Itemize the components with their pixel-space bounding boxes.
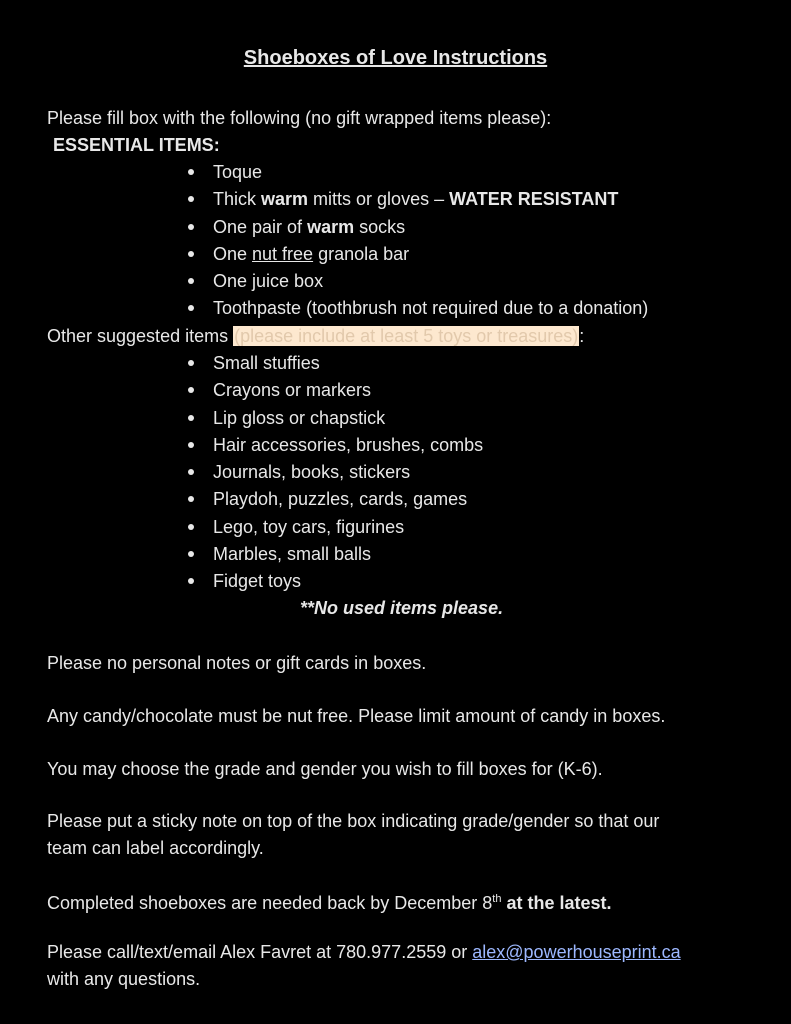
list-item: Toque: [186, 160, 648, 187]
list-item: One pair of warm socks: [186, 215, 648, 242]
list-item: Crayons or markers: [186, 378, 483, 405]
deadline-paragraph: Completed shoeboxes are needed back by December 8th at the latest.: [47, 893, 612, 913]
page-title: Shoeboxes of Love Instructions: [243, 47, 548, 69]
list-item: Fidget toys: [186, 569, 483, 596]
grade-paragraph: You may choose the grade and gender you wish to fill boxes for (K-6).: [47, 759, 603, 779]
list-item: Hair accessories, brushes, combs: [186, 433, 483, 460]
intro-text: Please fill box with the following (no gift wrapped items please):: [47, 108, 552, 128]
list-item: Journals, books, stickers: [186, 460, 483, 487]
list-item: Lip gloss or chapstick: [186, 406, 483, 433]
list-item: Thick warm mitts or gloves – WATER RESISTANT: [186, 187, 648, 214]
essential-heading: ESSENTIAL ITEMS:: [53, 135, 220, 155]
email-link[interactable]: alex@powerhouseprint.ca: [472, 942, 681, 962]
sticky-paragraph-line1: Please put a sticky note on top of the box indicating grade/gender so that our: [47, 811, 660, 831]
list-item: Marbles, small balls: [186, 542, 483, 569]
candy-paragraph: Any candy/chocolate must be nut free. Please limit amount of candy in boxes.: [47, 706, 666, 726]
notes-paragraph: Please no personal notes or gift cards in boxes.: [47, 653, 427, 673]
other-items-list: [186, 351, 483, 597]
contact-paragraph: Please call/text/email Alex Favret at 780.977.2559 or alex@powerhouseprint.ca: [47, 942, 681, 962]
list-item: Small stuffies: [186, 351, 483, 378]
list-item: Lego, toy cars, figurines: [186, 515, 483, 542]
other-items-heading: Other suggested items (please include at least 5 toys or treasures):: [47, 326, 585, 346]
highlighted-text: (please include at least 5 toys or treasures): [234, 326, 579, 346]
list-item: One nut free granola bar: [186, 242, 648, 269]
sticky-paragraph-line2: team can label accordingly.: [47, 838, 264, 858]
contact-paragraph-line2: with any questions.: [47, 969, 201, 989]
list-item: Toothpaste (toothbrush not required due to a donation): [186, 296, 648, 323]
list-item: Playdoh, puzzles, cards, games: [186, 487, 483, 514]
list-item: One juice box: [186, 269, 648, 296]
essential-items-list: [186, 160, 648, 324]
no-used-note: **No used items please.: [300, 598, 504, 618]
